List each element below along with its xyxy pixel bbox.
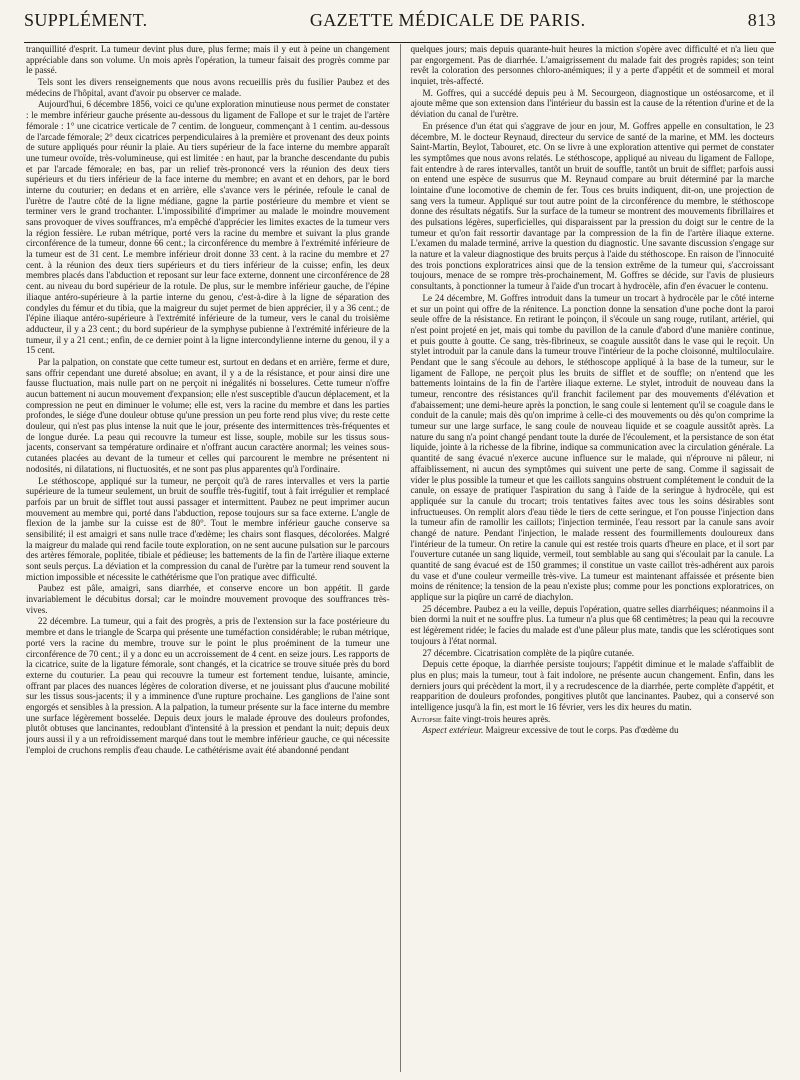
paragraph: tranquillité d'esprit. La tumeur devint plus dure, plus ferme; mais il y eut à peine un changement appréciable dans son volume. Un mois après l'opération, la tumeur faisait des progrès comme par le passé. xyxy=(26,44,390,76)
column-divider xyxy=(400,44,401,1072)
autopsie-text: faite vingt-trois heures après. xyxy=(443,713,551,724)
paragraph: Par la palpation, on constate que cette tumeur est, surtout en dedans et en arrière, ferme et dure, sans offrir cependant une dureté absolue; en avant, il y a de la résistance, et pour ainsi dire une fausse fluctuation, mais nulle part on ne perçoit ni inégalités ni bosselures. Cette tumeur n'offre aucun battement ni aucun mouvement d'expansion; elle n'est susceptible d'aucun déplacement, et la compression ne peut en diminuer le volume; elle est, vers la racine du membre et dans les parties profondes, le siége d'une douleur obtuse qu'une pression un peu forte rend plus vive; du reste cette douleur, qui n'est pas plus intense la nuit que le jour, présente des intermittences très-fréquentes et de longue durée. La peau qui recouvre la tumeur est lisse, souple, mobile sur les tissus sous-jacents, conservant sa température ordinaire et n'offrant aucun caractère anormal; les veines sous-cutanées placées au devant de la tumeur et celles qui parcourent le membre ne présentent ni nodosités, ni dilatations, ni fluctuosités, et ne sont pas plus apparentes qu'à l'ordinaire. xyxy=(26,356,390,474)
autopsie-label: Autopsie xyxy=(410,713,442,724)
paragraph: Aujourd'hui, 6 décembre 1856, voici ce qu'une exploration minutieuse nous permet de constater : le membre inférieur gauche présente au-dessous du ligament de Fallope et sur le trajet de l'artère fémorale : 1° une cicatrice verticale de 7 centim. de longueur, commençant à 1 centim. au-dessous de l'arcade fémorale; 2° deux cicatrices perpendiculaires à la première et provenant des deux points de suture appliqués pour réunir la plaie. Au tiers supérieur de la face interne du membre apparaît une tumeur ovoïde, très-volumineuse, qui est limitée : en haut, par la branche descendante du pubis et par l'arcade fémorale; en bas, par un relief très-prononcé vers la réunion des deux tiers supérieurs et du tiers inférieur de la face interne du membre; en avant et en dehors, par le bord interne du couturier; en dedans et en arrière, elle s'avance vers le périnée, refoule le canal de l'urètre de l'autre côté de la ligne médiane, gagne la partie postérieure du membre et vient se terminer vers le grand trochanter. L'impossibilité d'imprimer au malade le moindre mouvement sans provoquer de vives souffrances, m'a empêché d'apprécier les limites exactes de la tumeur vers la région fessière. Le ruban métrique, porté vers la racine du membre et suivant la plus grande circonférence de la tumeur, donne 66 cent.; la circonférence du membre à l'extrémité inférieure de la tumeur est de 31 cent. Le membre inférieur droit donne 33 cent. à la racine du membre et 27 cent. à la réunion des deux tiers supérieurs et du tiers inférieur de la cuisse; enfin, les deux membres placés dans l'abduction et reposant sur leur face externe, donnent une circonférence de 28 cent. au niveau du bord supérieur de la rotule. De plus, sur le membre inférieur gauche, de l'épine iliaque antéro-supérieure à la partie interne du genou, c'est-à-dire à la ligne de séparation des condyles du fémur et du tibia, que la maigreur du sujet permet de bien apprécier, il y a 36 cent.; de l'épine iliaque antéro-supérieure à l'extrémité inférieure de la tumeur, vers le canal du troisième adducteur, il y a 23 cent.; du bord supérieur de la symphyse pubienne à l'extrémité inférieure de la tumeur, il y a 21 cent.; enfin, de ce dernier point à la ligne intercondylienne interne du genou, il y a 15 cent. xyxy=(26,99,390,356)
paragraph: 25 décembre. Paubez a eu la veille, depuis l'opération, quatre selles diarrhéiques; néanmoins il a bien dormi la nuit et ne souffre plus. La tumeur n'a plus que 68 centimètres; la peau qui la recouvre est légèrement ridée; le facies du malade est d'une pâleur plus mate, tandis que les sclérotiques sont toujours à l'état normal. xyxy=(410,603,774,646)
paragraph: quelques jours; mais depuis quarante-huit heures la miction s'opère avec difficulté et n'a lieu que par engorgement. Pas de diarrhée. L'amaigrissement du malade fait des progrès rapides; son teint revêt la coloration des personnes chloro-anémiques; il y a perte d'appétit et de sommeil et moral inquiet, très-affecté. xyxy=(410,44,774,87)
right-column xyxy=(410,44,774,1072)
header-journal-title: GAZETTE MÉDICALE DE PARIS. xyxy=(309,10,586,30)
page-header xyxy=(24,10,776,43)
paragraph: Tels sont les divers renseignements que nous avons recueillis près du fusilier Paubez et des médecins de l'hôpital, avant d'avoir pu observer ce malade. xyxy=(26,77,390,98)
paragraph: M. Goffres, qui a succédé depuis peu à M. Secourgeon, diagnostique un ostéosarcome, et il ajoute même que son extension dans l'intérieur du bassin est la cause de la rétention d'urine et de la déviation du canal de l'urètre. xyxy=(410,87,774,120)
left-column xyxy=(26,44,390,1072)
aspect-label: Aspect extérieur. xyxy=(422,725,484,736)
paragraph: 27 décembre. Cicatrisation complète de la piqûre cutanée. xyxy=(422,647,635,658)
paragraph: Paubez est pâle, amaigri, sans diarrhée, et conserve encore un bon appétit. Il garde invariablement le décubitus dorsal; car le moindre mouvement provoque des souffrances très-vives. xyxy=(26,583,390,615)
paragraph: Le 24 décembre, M. Goffres introduit dans la tumeur un trocart à hydrocèle par le côté interne et sur un point qui offre de la rénitence. La ponction donne la sensation d'une poche dont la paroi seule offre de la résistance. En retirant le poinçon, il s'écoule un sang rouge, rutilant, artériel, qui n'est point projeté en jet, mais qui tombe du pavillon de la canule d'abord d'une manière continue, et puis goutte à goutte. Ce sang, très-fibrineux, se coagule aussitôt dans le vase qui le reçoit. Un stylet introduit par la canule dans la tumeur trouve l'intérieur de la poche cloisonné, multiloculaire. Pendant que le sang s'écoule au dehors, le stéthoscope appliqué à la base de la tumeur, sur le ligament de Fallope, ne perçoit plus les bruits de sifflet et de souffle; on n'entend que les battements lointains de la fin de l'artère iliaque externe. Le stylet, introduit de nouveau dans la tumeur, rencontre des résistances qu'il franchit facilement par des mouvements d'élévation et d'abaissement; une demi-heure après la ponction, le sang coule si lentement qu'il se coagule dans le conduit de la canule; mais dès qu'on imprime à celle-ci des mouvements ou dès qu'on comprime la tumeur sur une large surface, le sang coule de nouveau liquide et se coagule aussitôt après. La nature du sang n'a point changé pendant toute la durée de l'écoulement, et la persistance de son état liquide, jointe à la richesse de la fibrine, indique sa communication avec la circulation générale. La quantité de sang évacué n'exerce aucune influence sur le malade, qui n'éprouve ni pâleur, ni affaiblissement, ni aucun des symptômes qui suivent une perte de sang. Comme il sagissait de vider le plus possible la tumeur et que les caillots sanguins obstruent complétement le conduit de la canule, on essaye de pratiquer l'aspiration du sang à l'aide de la seringue à hydrocèle, qui est appliquée sur la canule du trocart; trois tentatives faites avec tous les soins désirables sont infructueuses. On remplit alors d'eau tiède le tiers de cette seringue, et l'on pousse l'injection dans la tumeur afin de ramollir les caillots; l'injection terminée, l'eau ressort par la canule sans avoir changé de nature. Pendant l'injection, le malade ressent des fourmillements douloureux dans l'intérieur de la tumeur. On retire la canule qui est restée trois quarts d'heure en place, et il sort par l'ouverture cutanée un sang liquide, vermeil, tout semblable au sang qui s'écoulait par la canule. La quantité de sang évacué est de 150 grammes; il constitue un vaste caillot très-adhérent aux parois du vase et d'une couleur vermeille très-vive. La tumeur est maintenant affaissée et présente bien moins de rénitence; la tension de la peau n'existe plus; comme pour les ponctions exploratrices, on applique sur la piqûre un carré de diachylon. xyxy=(410,292,774,603)
paragraph: 22 décembre. La tumeur, qui a fait des progrès, a pris de l'extension sur la face postérieure du membre et dans le triangle de Scarpa qui présente une tuméfaction considérable; le ruban métrique, porté vers la racine du membre, trouve sur le point le plus proéminent de la tumeur une circonférence de 70 cent.; il y a donc eu un accroissement de 4 cent. en seize jours. Les rapports de la cicatrice, suite de la ligature fémorale, sont changés, et la cicatrice se trouve située près du bord externe du couturier. La peau qui recouvre la tumeur est fortement tendue, luisante, amincie, offrant par places des nuances légères de coloration diverse, et ne jouissant plus d'aucune mobilité sur les tissus sous-jacents; il y a imminence d'une rupture prochaine. Les ganglions de l'aine sont engorgés et sensibles à la pression. A la palpation, la tumeur présente sur la face interne du membre une surface légèrement bosselée. Depuis deux jours le malade éprouve des douleurs profondes, plutôt obtuses que lancinantes, redoublant d'intensité à la pression et pendant la nuit; depuis deux jours aussi il y a un refroidissement marqué dans tout le membre inférieur gauche, ce qui nécessite l'emploi de cruchons remplis d'eau chaude. Le cathétérisme avait été abandonné pendant xyxy=(26,616,390,755)
header-page-number: 813 xyxy=(747,10,776,30)
aspect-paragraph xyxy=(410,725,774,736)
header-supplement: SUPPLÉMENT. xyxy=(24,10,148,30)
paragraph: Le stéthoscope, appliqué sur la tumeur, ne perçoit qu'à de rares intervalles et vers la partie supérieure de la tumeur seulement, un bruit de souffle très-fugitif, tout à fait irrégulier et remplacé parfois par un bruit de sifflet tout aussi passager et intermittent. Paubez ne peut imprimer aucun mouvement au membre qui, porté dans l'abduction, repose toujours sur sa face externe. L'angle de flexion de la jambe sur la cuisse est de 80°. Tout le membre inférieur gauche conserve sa sensibilité; il est amaigri et sans nulle trace d'œdème; les chairs sont flasques, décolorées. Malgré la maigreur du malade qui rend facile toute exploration, on ne sent aucune pulsation sur le parcours des artères fémorale, poplitée, tibiale et pédieuse; les battements de la fin de l'artère iliaque externe sont seuls perçus. La déviation et la compression du canal de l'urètre par la tumeur rend souvent la miction impossible et nécessite le cathétérisme que l'on pratique avec difficulté. xyxy=(26,475,390,582)
paragraph: En présence d'un état qui s'aggrave de jour en jour, M. Goffres appelle en consultation, le 23 décembre, M. le docteur Reynaud, directeur du service de santé de la marine, et MM. les docteurs Saint-Martin, Beylot, Tabouret, etc. On se livre à une exploration attentive qui permet de constater les symptômes que nous avons relatés. Le stéthoscope, appliqué au niveau du ligament de Fallope, fait entendre à de rares intervalles, tantôt un bruit de souffle, tantôt un bruit de sifflet; parfois aussi on entend une espèce de susurrus que M. Reynaud compare au bruit déterminé par la marche lointaine d'une locomotive de chemin de fer. Tous ces bruits indiquent, dit-on, une projection de sang vers la tumeur. Appliqué sur tout autre point de la circonférence du membre, le stéthoscope donne des résultats négatifs. Sur la surface de la tumeur se montrent des mouvements fibrillaires et des pulsations légères, superficielles, qui disparaissent par la pression du doigt sur le centre de la tumeur et qu'on fait ressortir davantage par la compression de la fin de l'artère iliaque externe. L'examen du malade terminé, arrive la question du diagnostic. Une savante discussion s'engage sur la nature et la valeur diagnostique des bruits perçus à l'aide du stéthoscope. En raison de l'innocuité des trois ponctions exploratrices ainsi que de la tension extrême de la tumeur qui, s'accroissant toujours, menace de se rompre très-prochainement, M. Goffres se décide, sur l'avis de plusieurs consultants, à ponctionner la tumeur à l'aide d'un trocart à hydrocèle, afin d'en évacuer le contenu. xyxy=(410,120,774,292)
paragraph: Depuis cette époque, la diarrhée persiste toujours; l'appétit diminue et le malade s'affaiblit de plus en plus; mais la tumeur, tout à fait indolore, ne présente aucun changement. Enfin, dans les derniers jours qui précèdent la mort, il y a recrudescence de la diarrhée, perte complète d'appétit, et reapparition de douleurs profondes, pongitives plutôt que lancinantes. Paubez, qui a conservé son intelligence jusqu'à la fin, est mort le 16 février, vers les dix heures du matin. xyxy=(410,659,774,712)
aspect-text: Maigreur excessive de tout le corps. Pas d'œdème du xyxy=(485,725,679,736)
article-columns xyxy=(26,44,774,1072)
autopsie-heading xyxy=(410,714,774,725)
